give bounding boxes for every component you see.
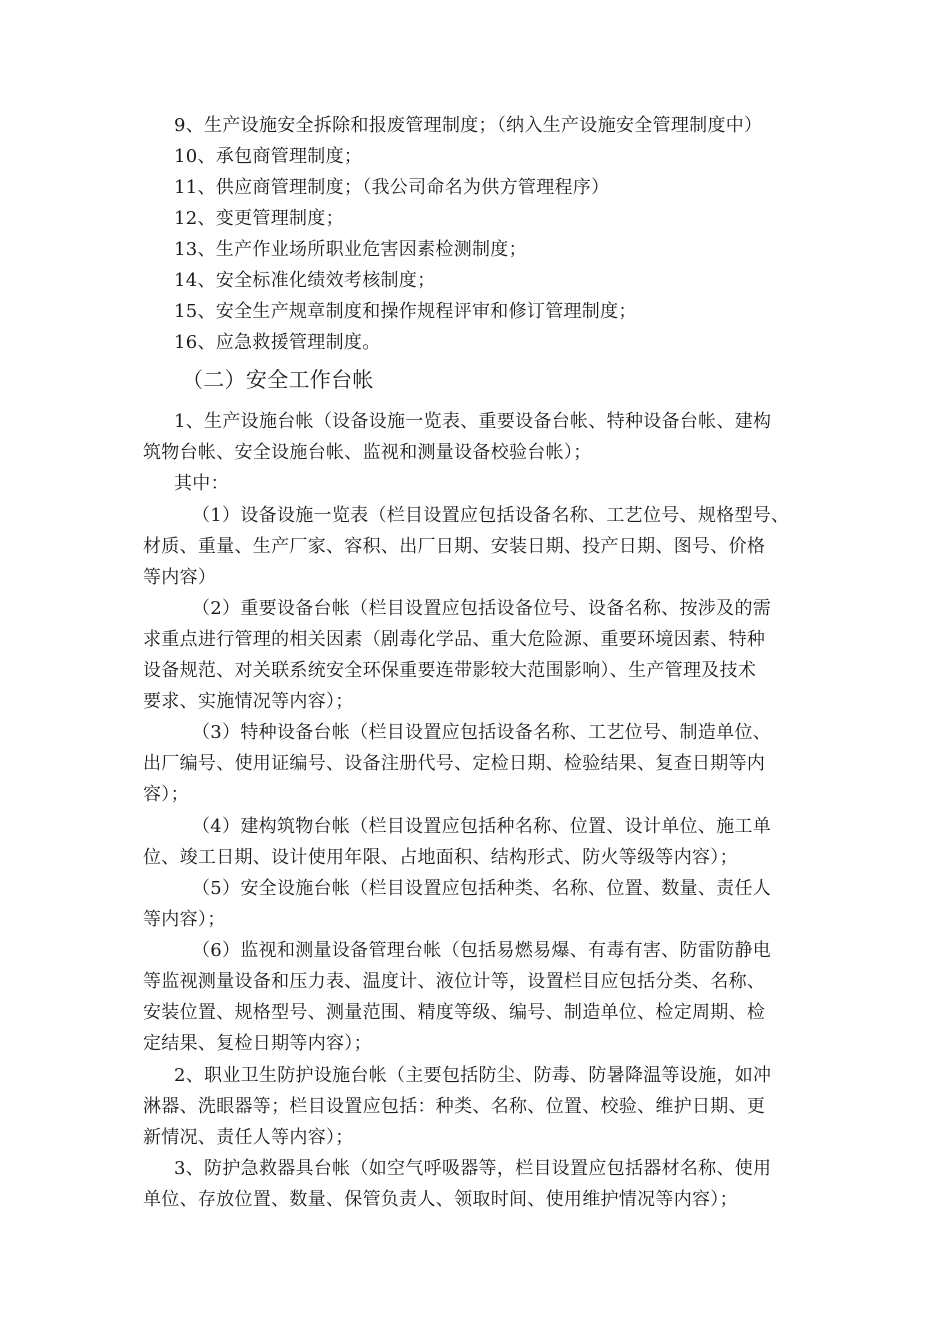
list-item: 10、承包商管理制度； xyxy=(174,146,363,167)
paragraph-line: 2、职业卫生防护设施台帐（主要包括防尘、防毒、防暑降温等设施，如冲 xyxy=(174,1065,772,1086)
paragraph-line: 等内容） xyxy=(143,567,217,588)
paragraph-line: （5）安全设施台帐（栏目设置应包括种类、名称、位置、数量、责任人 xyxy=(192,878,772,899)
paragraph-line: （2）重要设备台帐（栏目设置应包括设备位号、设备名称、按涉及的需 xyxy=(192,598,772,619)
paragraph-line: 筑物台帐、安全设施台帐、监视和测量设备校验台帐）； xyxy=(143,442,592,463)
list-item: 9、生产设施安全拆除和报废管理制度；（纳入生产设施安全管理制度中） xyxy=(174,115,763,136)
paragraph-line: 淋器、洗眼器等；栏目设置应包括：种类、名称、位置、校验、维护日期、更 xyxy=(143,1096,766,1117)
paragraph-line: 其中： xyxy=(174,473,229,494)
section-heading: （二）安全工作台帐 xyxy=(182,368,374,392)
paragraph-line: 材质、重量、生产厂家、容积、出厂日期、安装日期、投产日期、图号、价格 xyxy=(143,536,766,557)
list-item: 16、应急救援管理制度。 xyxy=(174,332,381,353)
paragraph-line: 位、竣工日期、设计使用年限、占地面积、结构形式、防火等级等内容）； xyxy=(143,847,738,868)
list-item: 12、变更管理制度； xyxy=(174,208,344,229)
paragraph-line: 等监视测量设备和压力表、温度计、液位计等，设置栏目应包括分类、名称、 xyxy=(143,971,766,992)
paragraph-line: 求重点进行管理的相关因素（剧毒化学品、重大危险源、重要环境因素、特种 xyxy=(143,629,766,650)
paragraph-line: 安装位置、规格型号、测量范围、精度等级、编号、制造单位、检定周期、检 xyxy=(143,1002,766,1023)
paragraph-line: 等内容）； xyxy=(143,909,226,930)
paragraph-line: 要求、实施情况等内容）； xyxy=(143,691,354,712)
paragraph-line: 1、生产设施台帐（设备设施一览表、重要设备台帐、特种设备台帐、建构 xyxy=(174,411,772,432)
paragraph-line: 设备规范、对关联系统安全环保重要连带影较大范围影响）、生产管理及技术 xyxy=(143,660,757,681)
paragraph-line: （6）监视和测量设备管理台帐（包括易燃易爆、有毒有害、防雷防静电 xyxy=(192,940,772,961)
list-item: 14、安全标准化绩效考核制度； xyxy=(174,270,436,291)
paragraph-line: （1）设备设施一览表（栏目设置应包括设备名称、工艺位号、规格型号、 xyxy=(192,505,790,526)
list-item: 15、安全生产规章制度和操作规程评审和修订管理制度； xyxy=(174,301,637,322)
paragraph-line: 定结果、复检日期等内容）； xyxy=(143,1033,372,1054)
list-item: 13、生产作业场所职业危害因素检测制度； xyxy=(174,239,527,260)
paragraph-line: 容）； xyxy=(143,784,189,805)
paragraph-line: （3）特种设备台帐（栏目设置应包括设备名称、工艺位号、制造单位、 xyxy=(192,722,772,743)
paragraph-line: 新情况、责任人等内容）； xyxy=(143,1127,354,1148)
paragraph-line: 出厂编号、使用证编号、设备注册代号、定检日期、检验结果、复查日期等内 xyxy=(143,753,766,774)
paragraph-line: 单位、存放位置、数量、保管负责人、领取时间、使用维护情况等内容）； xyxy=(143,1189,738,1210)
list-item: 11、供应商管理制度；（我公司命名为供方管理程序） xyxy=(174,177,610,198)
paragraph-line: （4）建构筑物台帐（栏目设置应包括种名称、位置、设计单位、施工单 xyxy=(192,816,772,837)
paragraph-line: 3、防护急救器具台帐（如空气呼吸器等，栏目设置应包括器材名称、使用 xyxy=(174,1158,772,1179)
